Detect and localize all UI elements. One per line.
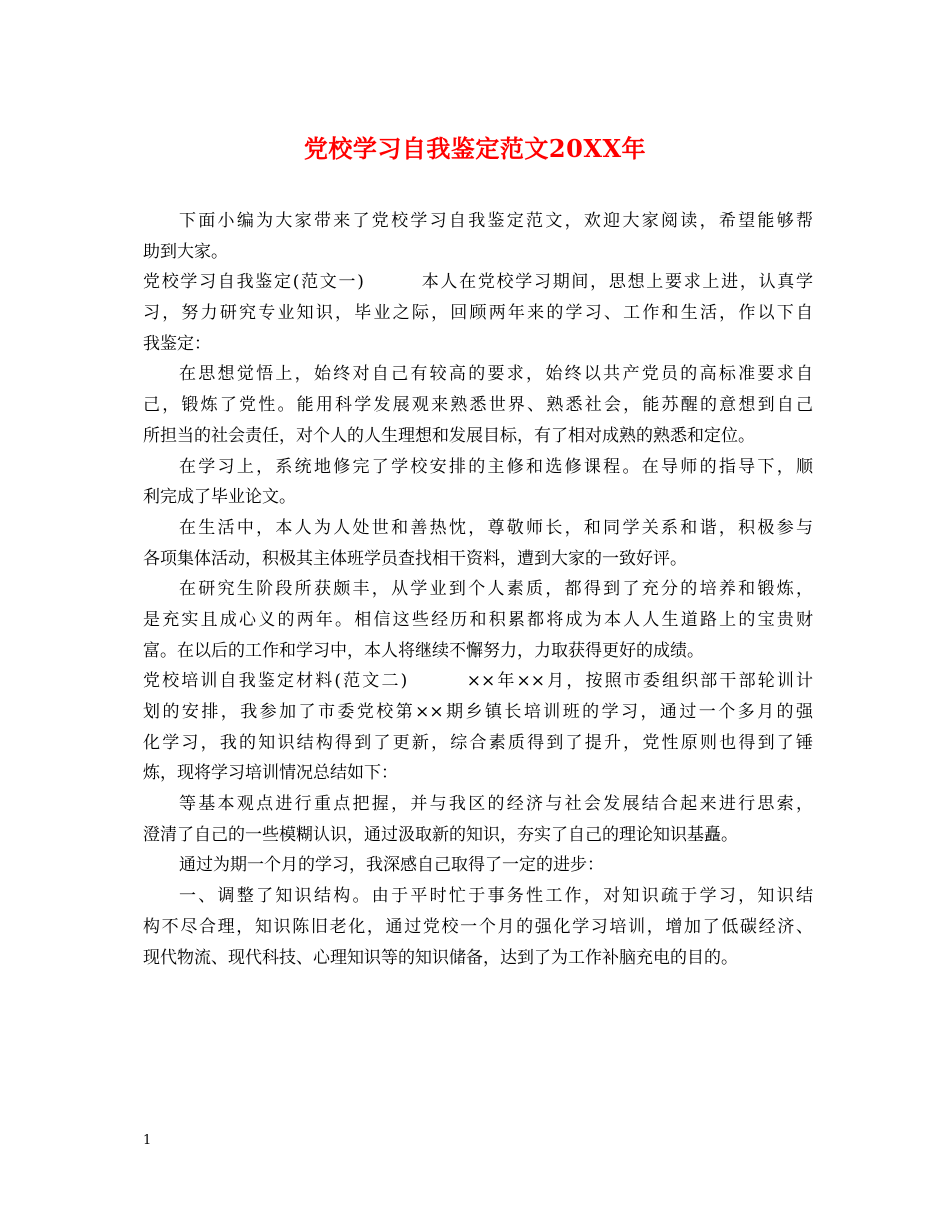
body-line: 在研究生阶段所获颇丰，从学业到个人素质，都得到了充分的培养和锻炼， [179, 579, 813, 600]
document-body [143, 206, 813, 973]
body-line: 是充实且成心义的两年。相信这些经历和积累都将成为本人人生道路上的宝贵财 [143, 609, 813, 630]
body-line: 一、调整了知识结构。由于平时忙于事务性工作，对知识疏于学习，知识结 [179, 886, 813, 907]
body-line: 现代物流、现代科技、心理知识等的知识储备，达到了为工作补脑充电的目的。 [143, 947, 738, 968]
body-line: 构不尽合理，知识陈旧老化，通过党校一个月的强化学习培训，增加了低碳经济、 [143, 916, 813, 937]
body-line: 党校培训自我鉴定材料(范文二) ××年××月，按照市委组织部干部轮训计 [143, 671, 813, 692]
body-line: 利完成了毕业论文。 [143, 487, 296, 508]
body-line: 富。在以后的工作和学习中，本人将继续不懈努力，力取获得更好的成绩。 [143, 640, 704, 661]
body-line: 各项集体活动，积极其主体班学员查找相干资料，遭到大家的一致好评。 [143, 548, 687, 569]
body-line: 我鉴定： [143, 333, 211, 354]
body-line: 划的安排，我参加了市委党校第××期乡镇长培训班的学习，通过一个多月的强 [143, 702, 813, 722]
body-line: 在学习上，系统地修完了学校安排的主修和选修课程。在导师的指导下，顺 [179, 456, 813, 477]
body-line: 通过为期一个月的学习，我深感自己取得了一定的进步： [179, 855, 604, 876]
body-line: 炼，现将学习培训情况总结如下： [143, 763, 398, 784]
body-line: 在思想觉悟上，始终对自己有较高的要求，始终以共产党员的高标准要求自 [179, 364, 813, 385]
body-line: 澄清了自己的一些模糊认识，通过汲取新的知识，夯实了自己的理论知识基矗。 [143, 824, 738, 845]
body-line: 己，锻炼了党性。能用科学发展观来熟悉世界、熟悉社会，能苏醒的意想到自己 [143, 395, 813, 416]
body-line: 在生活中，本人为人处世和善热忱，尊敬师长，和同学关系和谐，积极参与 [179, 517, 813, 538]
document-title: 党校学习自我鉴定范文20XX年 [303, 134, 647, 163]
body-line: 党校学习自我鉴定(范文一) 本人在党校学习期间，思想上要求上进，认真学 [143, 272, 813, 293]
body-line: 所担当的社会责任，对个人的人生理想和发展目标，有了相对成熟的熟悉和定位。 [143, 425, 755, 446]
body-line: 化学习，我的知识结构得到了更新，综合素质得到了提升，党性原则也得到了锤 [143, 732, 813, 753]
body-line: 习，努力研究专业知识，毕业之际，回顾两年来的学习、工作和生活，作以下自 [143, 303, 813, 324]
body-line: 助到大家。 [143, 241, 228, 262]
body-line: 下面小编为大家带来了党校学习自我鉴定范文，欢迎大家阅读，希望能够帮 [179, 211, 813, 231]
body-line: 等基本观点进行重点把握，并与我区的经济与社会发展结合起来进行思索， [179, 794, 813, 815]
page-number: 1 [143, 1133, 152, 1148]
